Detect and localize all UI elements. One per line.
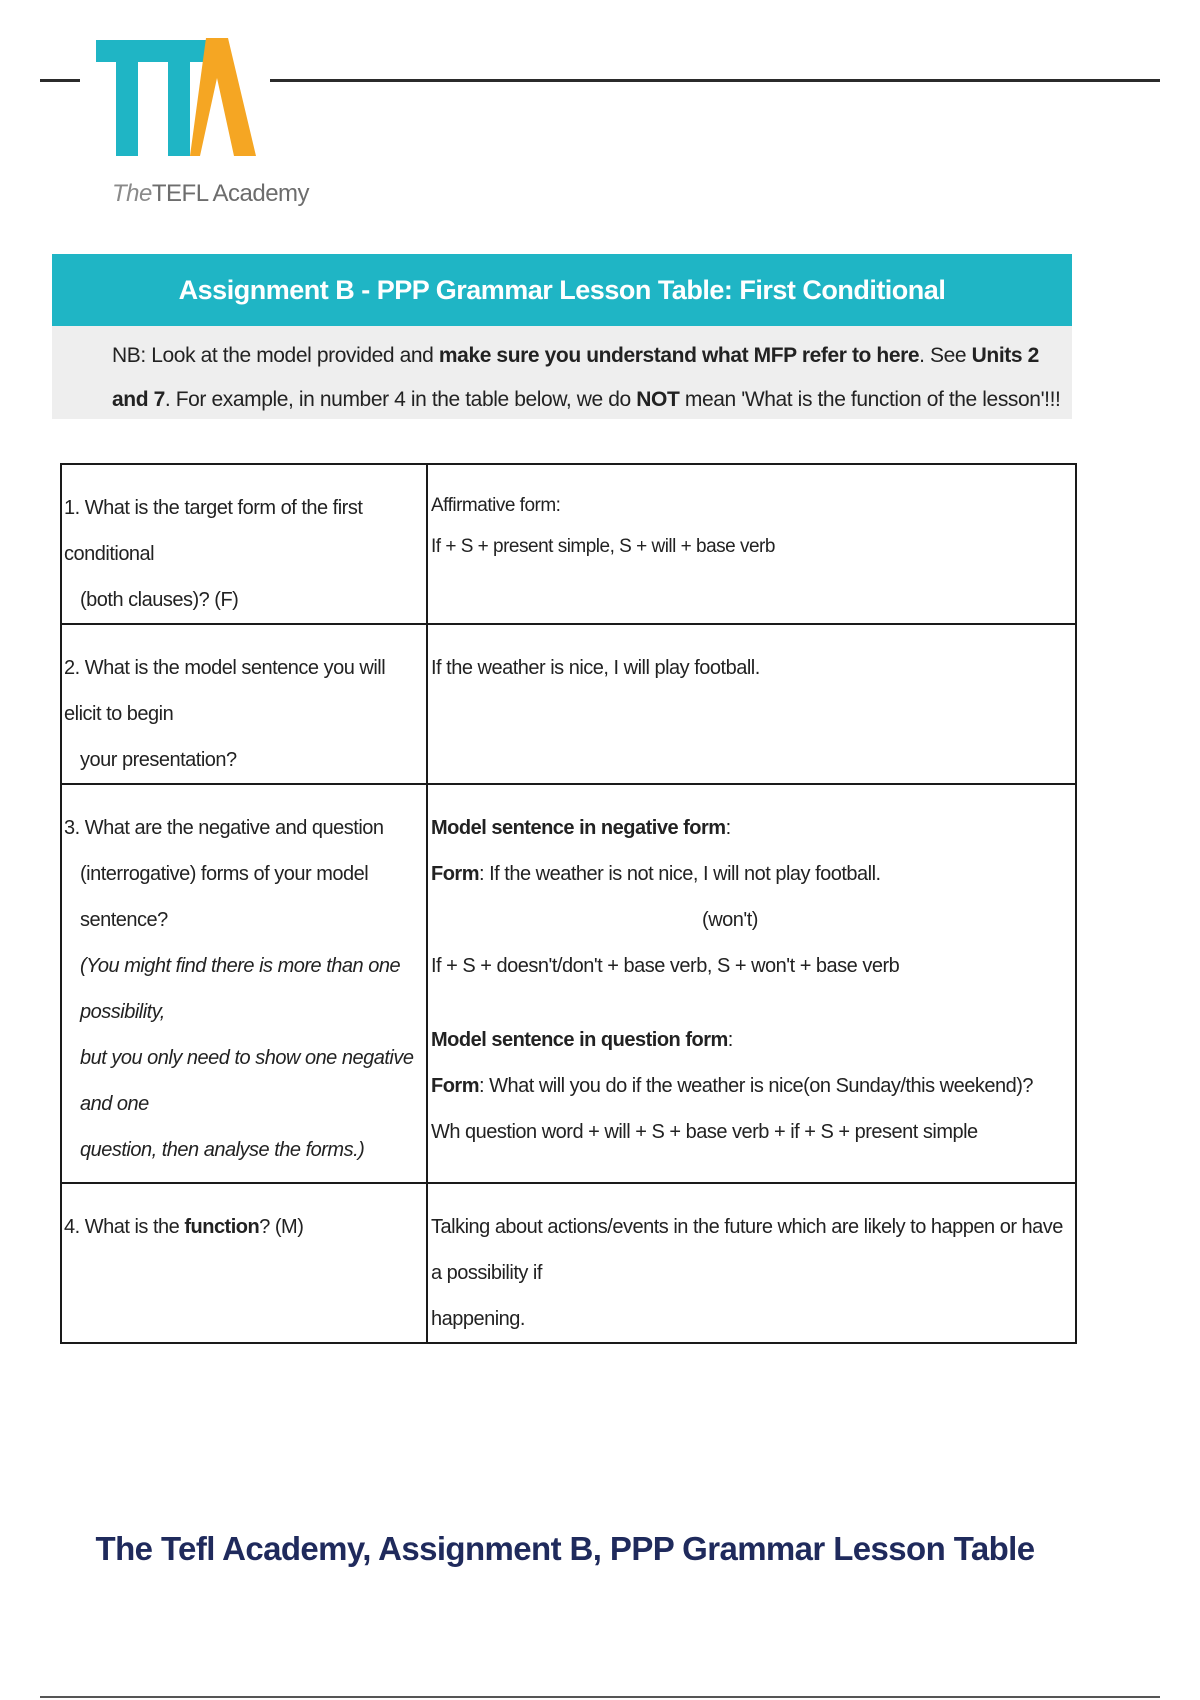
note-part: NB: Look at the model provided and (112, 344, 439, 367)
table-row (61, 784, 1076, 1183)
negative-structure: If + S + doesn't/don't + base verb, S + won't + base verb (431, 955, 900, 977)
question-heading-colon: : (727, 1029, 733, 1051)
note-box (52, 326, 1072, 419)
lesson-table (60, 463, 1077, 1344)
question-form-label: Form (431, 1075, 479, 1097)
question-note: but you only need to show one negative and one (80, 1047, 414, 1115)
question-cell (61, 1183, 427, 1343)
question-text: 4. What is the (64, 1216, 185, 1238)
negative-heading-colon: : (725, 817, 731, 839)
footer-title: The Tefl Academy, Assignment B, PPP Grammar Lesson Table (95, 1530, 1035, 1567)
question-text: 2. What is the model sentence you will elicit to begin (64, 657, 386, 725)
note-units: Units 2 and 7 (112, 344, 1039, 411)
note-part: . For example, in number 4 in the table below, we do (164, 388, 637, 411)
note-part: . See (919, 344, 972, 367)
question-text: (interrogative) forms of your model sentence? (80, 863, 369, 931)
question-cell (61, 624, 427, 784)
negative-wont: (won't) (702, 909, 758, 931)
logo-subtitle (112, 180, 309, 208)
question-form-heading: Model sentence in question form (431, 1029, 728, 1051)
note-not: NOT (636, 388, 680, 411)
spacer (431, 989, 1069, 1017)
question-text: (both clauses)? (F) (80, 589, 239, 611)
answer-cell (427, 784, 1076, 1183)
negative-heading: Model sentence in negative form (431, 817, 726, 839)
answer-cell (427, 624, 1076, 784)
footer-rule (40, 1696, 1160, 1698)
question-note: (You might find there is more than one possibility, (80, 955, 401, 1023)
answer-cell (427, 464, 1076, 624)
answer-text: happening. (431, 1308, 525, 1330)
logo-subtitle-name: TEFL Academy (151, 180, 310, 207)
question-form-text: : What will you do if the weather is nice(on Sunday/this weekend)? (479, 1075, 1033, 1097)
question-cell (61, 784, 427, 1183)
question-text: 1. What is the target form of the first conditional (64, 497, 363, 565)
negative-form-text: : If the weather is not nice, I will not play football. (479, 863, 881, 885)
assignment-title-bar (52, 254, 1072, 326)
question-note: question, then analyse the forms.) (80, 1139, 365, 1161)
assignment-title: Assignment B - PPP Grammar Lesson Table: First Conditional (178, 274, 946, 305)
header-rule-left (40, 79, 80, 82)
answer-label: Affirmative form: (431, 495, 561, 516)
logo-subtitle-the: The (112, 180, 152, 207)
question-function-word: function (184, 1216, 260, 1238)
question-text: ? (M) (259, 1216, 304, 1238)
negative-form-label: Form (431, 863, 479, 885)
note-text (112, 334, 1062, 422)
table-row (61, 464, 1076, 624)
header-rule-right (270, 79, 1160, 82)
answer-text: If + S + present simple, S + will + base verb (431, 536, 775, 557)
answer-cell (427, 1183, 1076, 1343)
table-row (61, 624, 1076, 784)
note-part: mean 'What is the function of the lesson'!!! (679, 388, 1061, 411)
note-emphasis: make sure you understand what MFP refer to here (438, 344, 920, 367)
question-text: your presentation? (80, 749, 237, 771)
table-row (61, 1183, 1076, 1343)
question-structure: Wh question word + will + S + base verb + if + S + present simple (431, 1121, 978, 1143)
answer-text: If the weather is nice, I will play football. (431, 657, 760, 679)
question-text: 3. What are the negative and question (64, 817, 384, 839)
question-cell (61, 464, 427, 624)
answer-text: Talking about actions/events in the future which are likely to happen or have a possibility if (431, 1216, 1063, 1284)
